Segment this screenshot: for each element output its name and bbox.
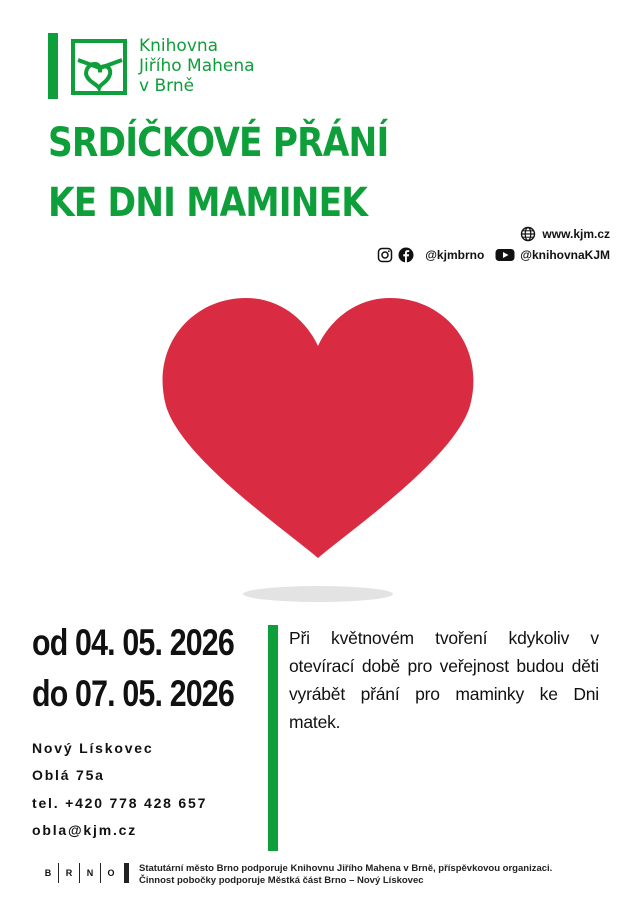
globe-icon <box>520 226 536 242</box>
facebook-icon[interactable] <box>398 247 414 263</box>
instagram-icon[interactable] <box>377 247 393 263</box>
footer-line2: Činnost pobočky podporuje Městká část Brno – Nový Lískovec <box>139 875 424 886</box>
website-row[interactable] <box>520 226 610 242</box>
page-title-line1: SRDÍČKOVÉ PŘÁNÍ <box>48 120 389 166</box>
open-book-heart-logo <box>70 38 128 96</box>
brno-letter-o: O <box>107 868 115 878</box>
email-address[interactable]: obla@kjm.cz <box>32 822 138 838</box>
heart-illustration <box>160 288 476 564</box>
phone-number[interactable]: tel. +420 778 428 657 <box>32 795 208 811</box>
date-to: do 07. 05. 2026 <box>32 673 234 714</box>
brno-letter-b: B <box>44 868 52 878</box>
library-name <box>139 36 255 96</box>
brno-letter-n: N <box>86 868 94 878</box>
library-name-line2: Jiřího Mahena <box>139 56 255 76</box>
library-name-line3: v Brně <box>139 76 195 96</box>
footer-line1: Statutární město Brno podporuje Knihovnu Jiřího Mahena v Brně, příspěvkovou organizaci. <box>139 863 553 874</box>
footer-support-text <box>139 863 552 887</box>
heart-shadow <box>243 586 393 602</box>
divider-bar <box>268 625 278 851</box>
logo-accent-bar <box>48 33 58 99</box>
date-from: od 04. 05. 2026 <box>32 622 234 663</box>
street-address: Oblá 75a <box>32 767 105 783</box>
social-row <box>377 247 610 263</box>
event-description: Při květnovém tvoření kdykoliv v otevírací době pro veřejnost budou děti vyrábět přání pro maminky ke Dni matek. <box>289 628 599 732</box>
branch-name: Nový Lískovec <box>32 740 154 756</box>
website-link[interactable]: www.kjm.cz <box>542 227 610 241</box>
youtube-icon[interactable] <box>495 247 515 263</box>
social-handle[interactable]: @kjmbrno <box>425 248 485 262</box>
brno-letter-r: R <box>65 868 73 878</box>
brno-logo <box>38 863 129 883</box>
library-name-line1: Knihovna <box>139 36 219 56</box>
youtube-handle[interactable]: @knihovnaKJM <box>520 248 610 262</box>
page-title-line2: KE DNI MAMINEK <box>48 180 368 226</box>
